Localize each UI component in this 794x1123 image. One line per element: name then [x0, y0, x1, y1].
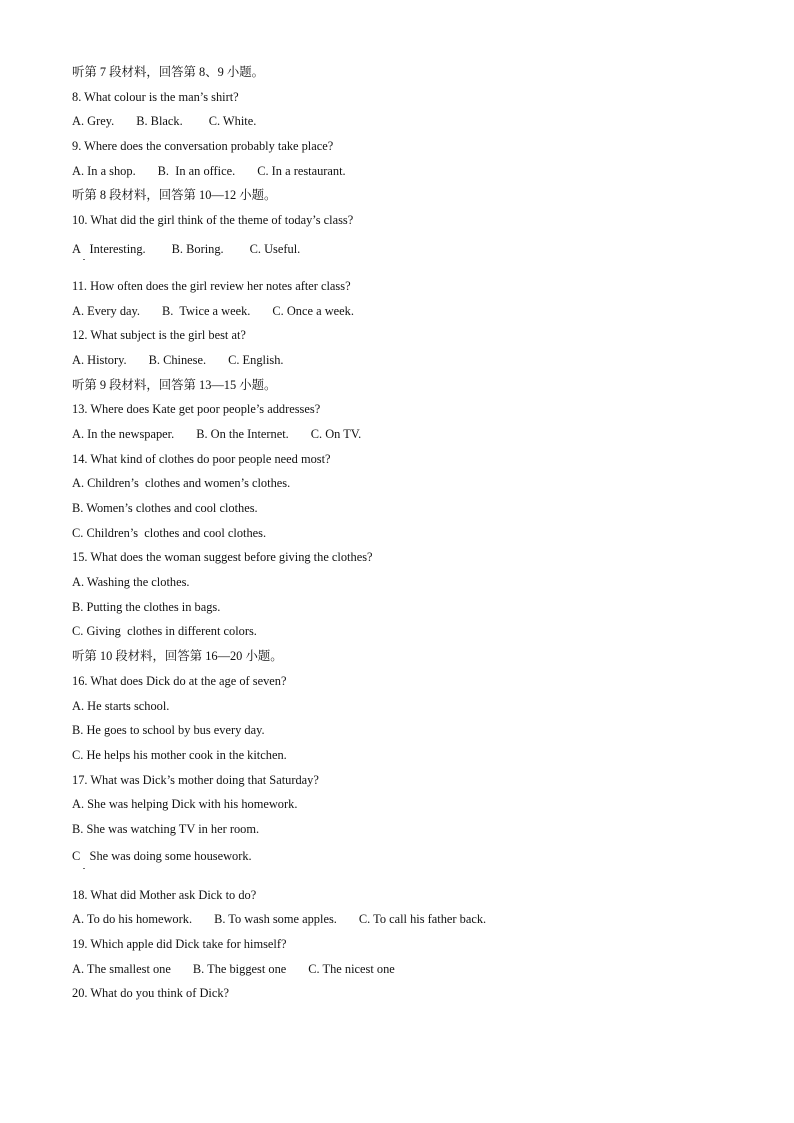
question-16-option-b: B. He goes to school by bus every day. [72, 723, 265, 738]
question-10-options [72, 237, 752, 278]
question-15-option-b: B. Putting the clothes in bags. [72, 599, 221, 614]
option-a: A. In a shop. [72, 163, 136, 178]
question-11-options [72, 303, 752, 328]
question-15: 15. What does the woman suggest before giving the clothes? [72, 550, 373, 565]
option-b: B. On the Internet. [196, 426, 289, 441]
option-a: A. The smallest one [72, 961, 171, 976]
question-8: 8. What colour is the man’s shirt? [72, 89, 239, 104]
option-b: B. In an office. [157, 163, 236, 178]
option-a: A. In the newspaper. [72, 426, 175, 441]
question-20: 20. What do you think of Dick? [72, 986, 230, 1001]
question-16: 16. What does Dick do at the age of seven? [72, 673, 287, 688]
question-14: 14. What kind of clothes do poor people need most? [72, 451, 331, 466]
question-11: 11. How often does the girl review her notes after class? [72, 278, 351, 293]
option-a: A. To do his homework. [72, 912, 193, 927]
section-9-heading: 听第 9 段材料，回答第 13—15 小题。 [72, 377, 277, 392]
option-a: A. Grey. [72, 114, 115, 129]
question-19-options [72, 961, 752, 986]
option-c: C. White. [208, 114, 257, 129]
option-b: B. Boring. [171, 241, 224, 256]
question-13-options [72, 426, 752, 451]
question-15-option-c: C. Giving clothes in different colors. [72, 624, 257, 639]
question-8-options [72, 113, 752, 138]
question-15-option-a: A. Washing the clothes. [72, 575, 190, 590]
question-9-options [72, 163, 752, 188]
question-16-option-a: A. He starts school. [72, 698, 170, 713]
question-14-option-a: A. Children’s clothes and women’s clothes. [72, 476, 291, 491]
question-17-option-a: A. She was helping Dick with his homework. [72, 797, 298, 812]
question-18-options [72, 911, 752, 936]
question-14-option-b: B. Women’s clothes and cool clothes. [72, 501, 258, 515]
question-18: 18. What did Mother ask Dick to do? [72, 887, 257, 902]
section-8-heading: 听第 8 段材料，回答第 10—12 小题。 [72, 188, 277, 203]
option-c: C. Once a week. [272, 303, 354, 318]
question-16-option-c: C. He helps his mother cook in the kitchen. [72, 747, 287, 762]
option-a: A. Every day. [72, 303, 141, 318]
option-c: C. English. [228, 352, 284, 367]
exam-page [72, 64, 752, 1010]
question-17: 17. What was Dick’s mother doing that Saturday? [72, 772, 319, 787]
option-b: B. To wash some apples. [214, 912, 337, 927]
option-b: B. Black. [136, 114, 183, 129]
section-10-heading: 听第 10 段材料，回答第 16—20 小题。 [72, 649, 283, 664]
question-12-options [72, 352, 752, 377]
question-13: 13. Where does Kate get poor people’s addresses? [72, 402, 321, 417]
option-a: A. History. [72, 352, 127, 367]
question-17-option-c: C She was doing some housework. [72, 846, 752, 887]
question-14-option-c: C. Children’s clothes and cool clothes. [72, 525, 267, 540]
option-c: C. The nicest one [308, 961, 395, 976]
question-12: 12. What subject is the girl best at? [72, 328, 246, 343]
option-b: B. Twice a week. [162, 303, 251, 318]
question-9: 9. Where does the conversation probably take place? [72, 139, 334, 154]
question-10: 10. What did the girl think of the theme of today’s class? [72, 213, 354, 228]
option-c: C. On TV. [310, 426, 362, 441]
option-c: C. In a restaurant. [257, 163, 346, 178]
option-b: B. The biggest one [192, 961, 287, 976]
option-a: A Interesting. [72, 241, 146, 256]
option-b: B. Chinese. [148, 352, 207, 367]
section-7-heading: 听第 7 段材料，回答第 8、9 小题。 [72, 65, 265, 79]
option-c: C. Useful. [249, 241, 301, 256]
option-c: C. To call his father back. [358, 912, 487, 927]
question-17-option-b: B. She was watching TV in her room. [72, 821, 260, 836]
question-19: 19. Which apple did Dick take for himself? [72, 937, 287, 951]
